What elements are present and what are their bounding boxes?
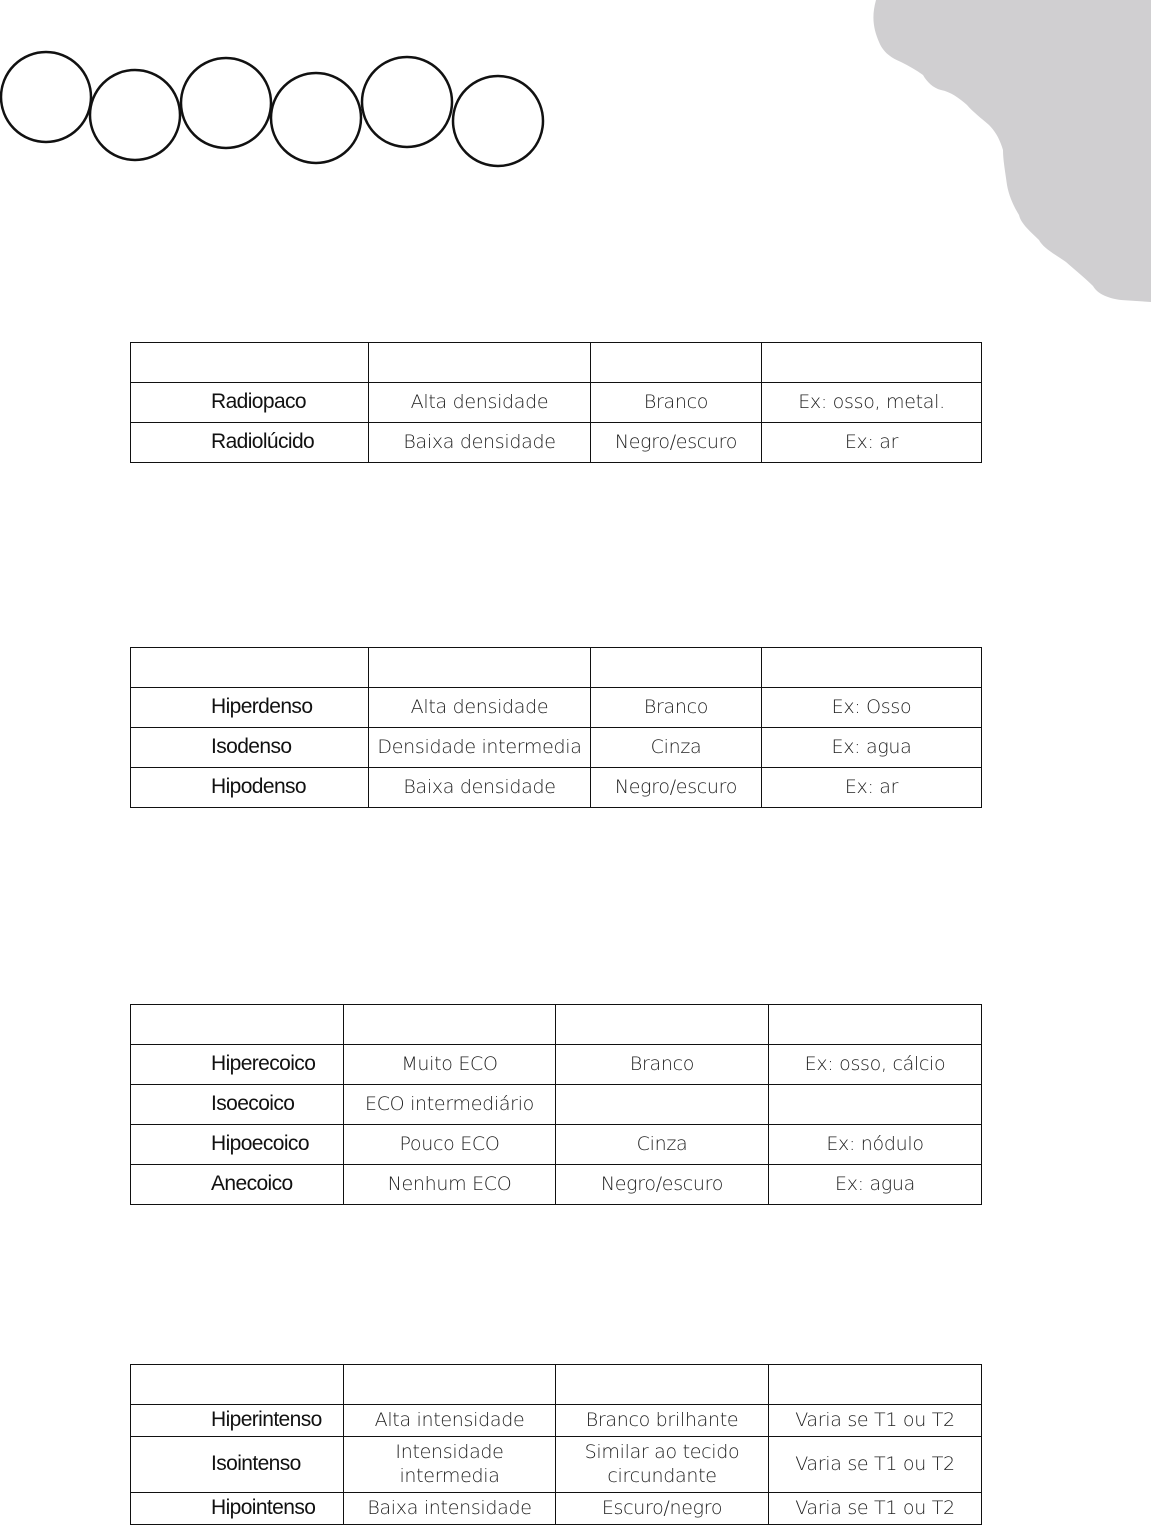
table-cell: Alta densidade [369,688,591,728]
header-cell [369,648,591,688]
table-cell: Varia se T1 ou T2 [769,1405,982,1437]
table-cell: Pouco ECO [344,1125,556,1165]
circle-outline [90,70,180,160]
term-cell: Hiperecoico [131,1045,344,1085]
table-cell: Branco [556,1045,769,1085]
table-cell: Branco brilhante [556,1405,769,1437]
table-cell: Ex: osso, metal. [762,383,982,423]
circle-outline [362,57,452,147]
table-row [131,1085,982,1125]
table-cell: Ex: agua [762,728,982,768]
term-cell: Hiperintenso [131,1405,344,1437]
table-cell: Ex: ar [762,768,982,808]
circle-outline [453,76,543,166]
decorative-blob [871,0,1151,310]
table-cell: ECO intermediário [344,1085,556,1125]
table-ultrassom [130,1004,982,1205]
table-cell: Ex: ar [762,423,982,463]
table-row [131,1493,982,1525]
circle-outline [181,58,271,148]
term-cell: Radiolúcido [131,423,369,463]
header-cell [591,648,762,688]
table-cell: Alta densidade [369,383,591,423]
table-cell: Branco [591,688,762,728]
table-cell: Escuro/negro [556,1493,769,1525]
header-cell [762,343,982,383]
table-cell: Baixa intensidade [344,1493,556,1525]
table-tomografia [130,647,982,808]
table-cell: Ex: agua [769,1165,982,1205]
table-row [131,688,982,728]
table-row [131,1165,982,1205]
table-cell: Negro/escuro [591,768,762,808]
table-cell: Intensidade intermedia [344,1437,556,1493]
table-cell: Ex: osso, cálcio [769,1045,982,1085]
table-row [131,768,982,808]
table-header-row [131,1005,982,1045]
term-cell: Hipointenso [131,1493,344,1525]
term-cell: Anecoico [131,1165,344,1205]
table-cell: Ex: Osso [762,688,982,728]
table-cell: Alta intensidade [344,1405,556,1437]
term-cell: Isoecoico [131,1085,344,1125]
header-cell [369,343,591,383]
header-cell [556,1365,769,1405]
header-cell [131,648,369,688]
table-row [131,423,982,463]
table-radiografia [130,342,982,463]
table-row [131,1125,982,1165]
table-cell: Branco [591,383,762,423]
header-cell [556,1005,769,1045]
table-cell: Negro/escuro [556,1165,769,1205]
header-cell [591,343,762,383]
header-cell [131,1365,344,1405]
table-cell [769,1085,982,1125]
header-cell [344,1365,556,1405]
header-cell [769,1365,982,1405]
table-cell: Varia se T1 ou T2 [769,1493,982,1525]
header-cell [131,1005,344,1045]
term-cell: Hiperdenso [131,688,369,728]
term-cell: Hipodenso [131,768,369,808]
header-cell [769,1005,982,1045]
table-row [131,1045,982,1085]
table-ressonancia [130,1364,982,1525]
table-row [131,383,982,423]
table-row [131,728,982,768]
header-cell [762,648,982,688]
table-cell: Nenhum ECO [344,1165,556,1205]
table-cell: Baixa densidade [369,423,591,463]
term-cell: Radiopaco [131,383,369,423]
header-cell [344,1005,556,1045]
table-cell: Cinza [591,728,762,768]
table-cell: Varia se T1 ou T2 [769,1437,982,1493]
table-cell: Baixa densidade [369,768,591,808]
table-cell: Negro/escuro [591,423,762,463]
table-header-row [131,648,982,688]
table-cell [556,1085,769,1125]
decorative-circles [0,48,560,178]
table-header-row [131,343,982,383]
table-cell: Ex: nódulo [769,1125,982,1165]
circle-outline [271,73,361,163]
table-cell: Densidade intermedia [369,728,591,768]
table-cell: Muito ECO [344,1045,556,1085]
header-cell [131,343,369,383]
table-row [131,1405,982,1437]
term-cell: Isointenso [131,1437,344,1493]
term-cell: Isodenso [131,728,369,768]
table-row [131,1437,982,1493]
term-cell: Hipoecoico [131,1125,344,1165]
circle-outline [1,52,91,142]
table-cell: Similar ao tecido circundante [556,1437,769,1493]
table-cell: Cinza [556,1125,769,1165]
table-header-row [131,1365,982,1405]
